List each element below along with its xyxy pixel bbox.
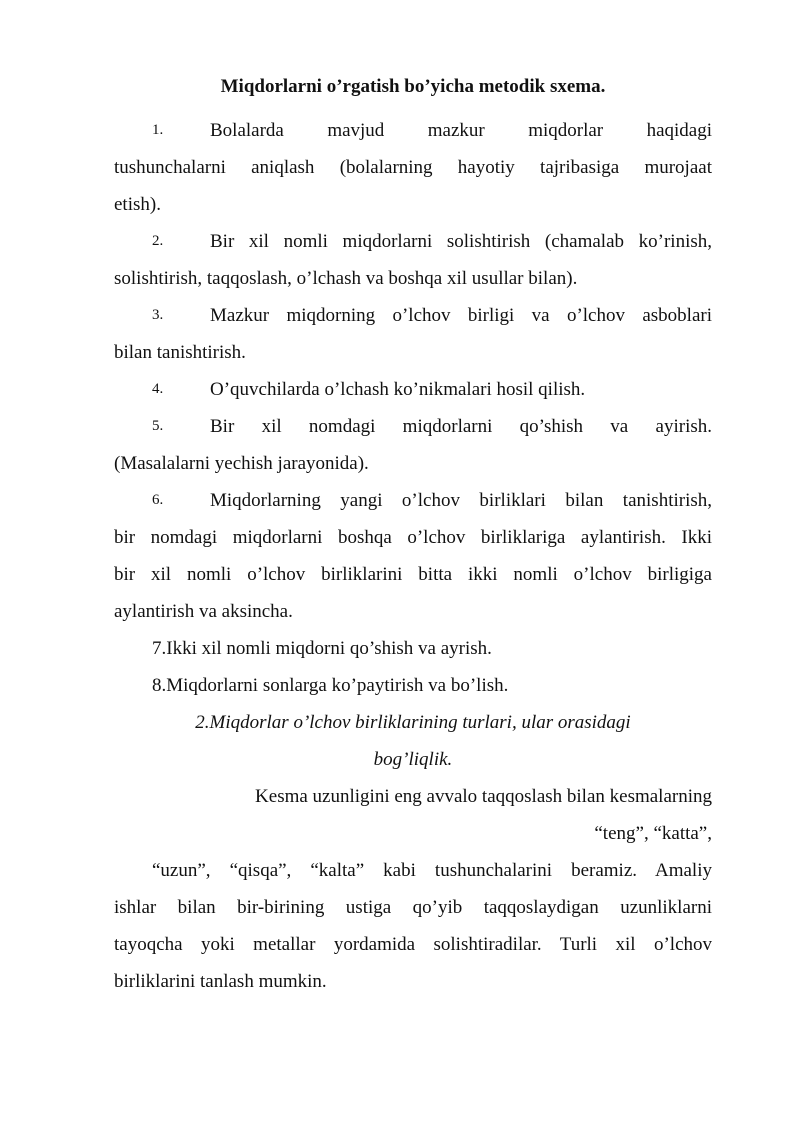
list-number: 4. bbox=[152, 381, 164, 397]
list-item-5 bbox=[114, 408, 712, 482]
paragraph-line: birliklarini tanlash mumkin. bbox=[114, 971, 327, 992]
list-item-line: Bir xil nomli miqdorlarni solishtirish (chamalab ko’rinish, bbox=[210, 231, 712, 252]
list-item-1 bbox=[114, 112, 712, 223]
list-item-line: O’quvchilarda o’lchash ko’nikmalari hosil qilish. bbox=[210, 379, 586, 400]
list-item-8: 8.Miqdorlarni sonlarga ko’paytirish va bo’lish. bbox=[152, 675, 509, 696]
list-number: 6. bbox=[152, 492, 164, 508]
list-item-4 bbox=[114, 371, 712, 408]
subheading-line: bog’liqlik. bbox=[373, 749, 453, 770]
list-item-3 bbox=[114, 297, 712, 371]
list-item-line: Bolalarda mavjud mazkur miqdorlar haqidagi bbox=[210, 120, 712, 141]
list-item-7: 7.Ikki xil nomli miqdorni qo’shish va ayrish. bbox=[152, 638, 492, 659]
list-number: 2. bbox=[152, 233, 164, 249]
body-paragraph bbox=[114, 778, 712, 1000]
list-item-line: Bir xil nomdagi miqdorlarni qo’shish va ayirish. bbox=[210, 416, 712, 437]
list-item-line: bir nomdagi miqdorlarni boshqa o’lchov birliklariga aylantirish. Ikki bbox=[114, 527, 712, 548]
section-subheading bbox=[114, 704, 712, 778]
list-item-line: bir xil nomli o’lchov birliklarini bitta ikki nomli o’lchov birligiga bbox=[114, 564, 712, 585]
list-item-6 bbox=[114, 482, 712, 630]
list-item-2 bbox=[114, 223, 712, 297]
list-item-line: tushunchalarni aniqlash (bolalarning hayotiy tajribasiga murojaat bbox=[114, 157, 712, 178]
list-number: 5. bbox=[152, 418, 164, 434]
list-number: 3. bbox=[152, 307, 164, 323]
list-item-line: bilan tanishtirish. bbox=[114, 342, 246, 363]
list-item-line: etish). bbox=[114, 194, 161, 215]
list-item-line: (Masalalarni yechish jarayonida). bbox=[114, 453, 369, 474]
list-item-line: solishtirish, taqqoslash, o’lchash va boshqa xil usullar bilan). bbox=[114, 268, 578, 289]
paragraph-line: “uzun”, “qisqa”, “kalta” kabi tushunchalarini beramiz. Amaliy bbox=[152, 860, 712, 881]
subheading-line: 2.Miqdorlar o’lchov birliklarining turlari, ular orasidagi bbox=[195, 712, 631, 733]
paragraph-line: ishlar bilan bir-birining ustiga qo’yib taqqoslaydigan uzunliklarni bbox=[114, 897, 712, 918]
paragraph-line: tayoqcha yoki metallar yordamida solishtiradilar. Turli xil o’lchov bbox=[114, 934, 712, 955]
list-item-line: Mazkur miqdorning o’lchov birligi va o’lchov asboblari bbox=[210, 305, 712, 326]
document-title: Miqdorlarni o’rgatish bo’yicha metodik sxema. bbox=[220, 76, 606, 97]
list-number: 1. bbox=[152, 122, 164, 138]
list-item-line: aylantirish va aksincha. bbox=[114, 601, 293, 622]
paragraph-line: Kesma uzunligini eng avvalo taqqoslash bilan kesmalarning bbox=[255, 786, 712, 807]
paragraph-line: “teng”, “katta”, bbox=[594, 823, 712, 844]
list-item-line: Miqdorlarning yangi o’lchov birliklari bilan tanishtirish, bbox=[210, 490, 712, 511]
